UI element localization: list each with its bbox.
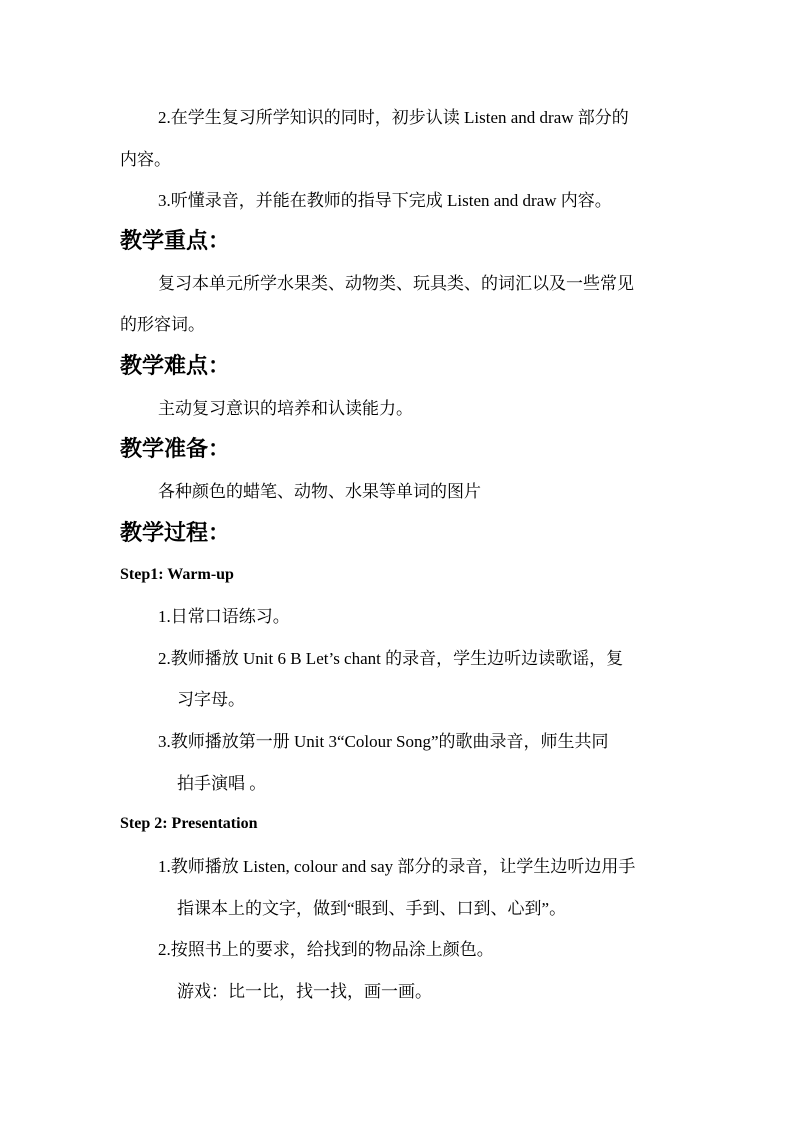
step1-item-3-line-2: 拍手演唱 。 <box>177 774 267 793</box>
objective-2-line-2: 内容。 <box>120 150 171 169</box>
objective-3-line-1: 3.听懂录音，并能在教师的指导下完成 Listen and draw 内容。 <box>158 191 612 210</box>
step2-item-2-line-1: 2.按照书上的要求，给找到的物品涂上颜色。 <box>158 940 494 959</box>
key-points-line-2: 的形容词。 <box>120 315 205 334</box>
difficulties-heading: 教学难点： <box>120 354 231 379</box>
key-points-line-1: 复习本单元所学水果类、动物类、玩具类、的词汇以及一些常见 <box>158 274 634 293</box>
step2-item-1-line-1: 1.教师播放 Listen, colour and say 部分的录音，让学生边听边用手 <box>158 857 636 876</box>
key-points-heading: 教学重点： <box>120 229 231 254</box>
step2-title: Step 2: Presentation <box>120 815 258 832</box>
step1-item-2-line-1: 2.教师播放 Unit 6 B Let’s chant 的录音，学生边听边读歌谣，复 <box>158 649 624 668</box>
difficulties-line-1: 主动复习意识的培养和认读能力。 <box>158 399 413 418</box>
step1-title: Step1: Warm-up <box>120 566 234 583</box>
step1-item-3-line-1: 3.教师播放第一册 Unit 3“Colour Song”的歌曲录音，师生共同 <box>158 732 609 751</box>
preparation-line-1: 各种颜色的蜡笔、动物、水果等单词的图片 <box>158 482 481 501</box>
preparation-heading: 教学准备： <box>120 437 231 462</box>
step1-item-1-line-1: 1.日常口语练习。 <box>158 607 290 626</box>
objective-2-line-1: 2.在学生复习所学知识的同时，初步认读 Listen and draw 部分的 <box>158 108 629 127</box>
process-heading: 教学过程： <box>120 521 231 546</box>
step2-item-2-line-2: 游戏：比一比，找一找，画一画。 <box>177 982 432 1001</box>
step1-item-2-line-2: 习字母。 <box>177 690 245 709</box>
step2-item-1-line-2: 指课本上的文字，做到“眼到、手到、口到、心到”。 <box>177 899 567 918</box>
